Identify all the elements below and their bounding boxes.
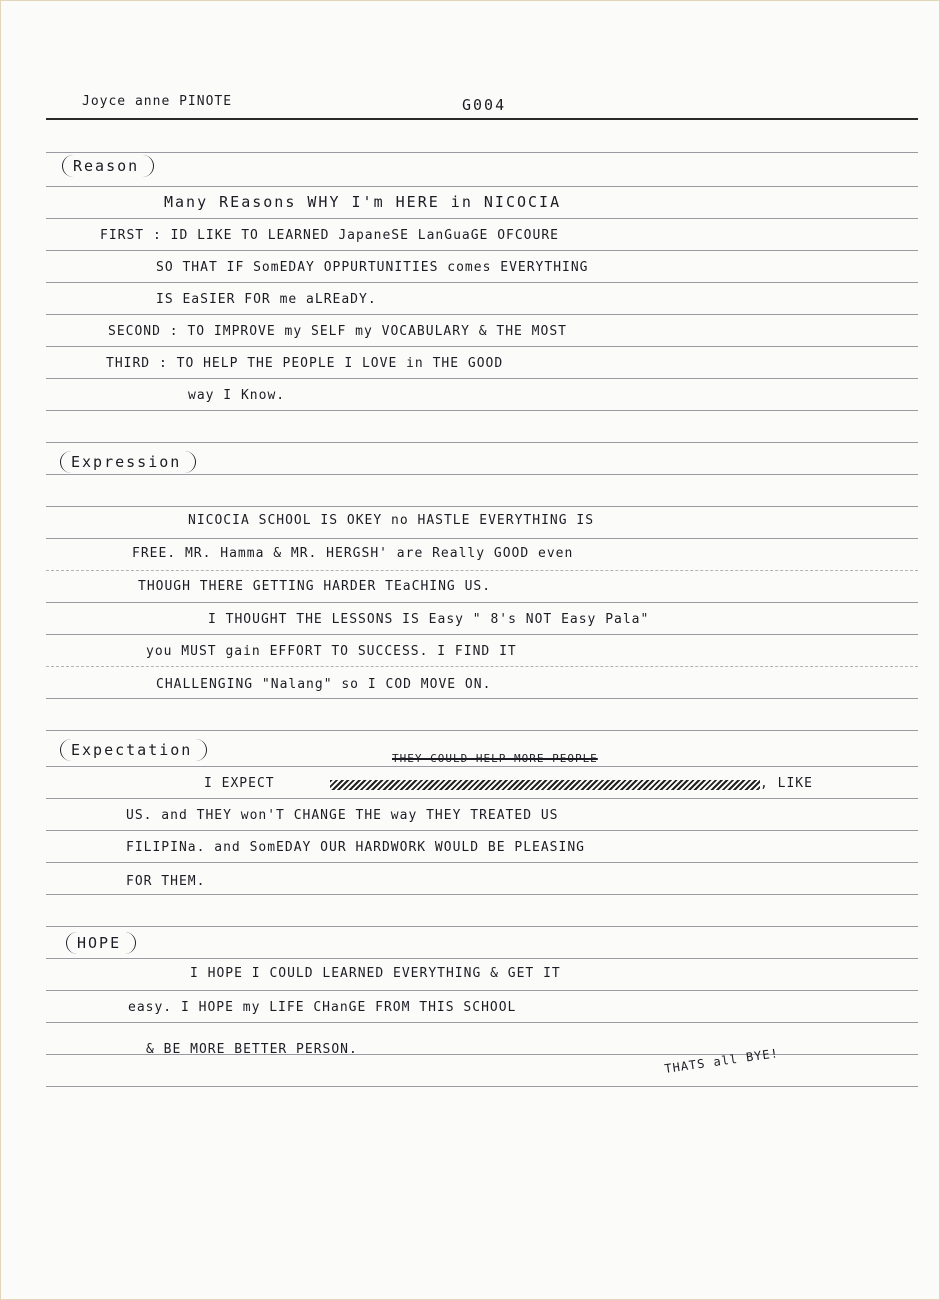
ruled-line (46, 958, 918, 959)
section-heading-expression: Expression (60, 451, 196, 473)
hope-line: easy. I HOPE my LIFE CHanGE FROM THIS SCHOOL (128, 1000, 517, 1015)
ruled-line (46, 894, 918, 895)
ruled-line (46, 186, 918, 187)
ruled-line (46, 1022, 918, 1023)
ruled-line (46, 1086, 918, 1087)
reason-line: way I Know. (188, 388, 286, 403)
ruled-line (46, 506, 918, 507)
section-heading-expectation: Expectation (60, 739, 207, 761)
expression-line: FREE. MR. Hamma & MR. HERGSH' are Really GOOD even (132, 546, 574, 561)
ruled-line (46, 862, 918, 863)
ruled-line (46, 152, 918, 153)
ruled-line (46, 798, 918, 799)
ruled-line (46, 602, 918, 603)
reason-line: SO THAT IF SomEDAY OPPURTUNITIES comes EVERYTHING (156, 260, 589, 275)
ruled-line (46, 926, 918, 927)
reason-line: THIRD : TO HELP THE PEOPLE I LOVE in THE GOOD (106, 356, 504, 371)
ruled-line (46, 346, 918, 347)
ruled-line (46, 218, 918, 219)
document-code: G004 (462, 96, 507, 114)
ruled-line (46, 250, 918, 251)
reason-line: IS EaSIER FOR me aLREaDY. (156, 292, 377, 307)
section-heading-hope: HOPE (66, 932, 136, 954)
reason-line: Many REasons WHY I'm HERE in NICOCIA (164, 193, 562, 211)
ruled-line (46, 634, 918, 635)
ruled-line (46, 538, 918, 539)
expression-line: I THOUGHT THE LESSONS IS Easy " 8's NOT Easy Pala" (208, 612, 650, 627)
ruled-line (46, 474, 918, 475)
ruled-line (46, 666, 918, 667)
header-rule (46, 118, 918, 120)
ruled-line (46, 730, 918, 731)
reason-line: SECOND : TO IMPROVE my SELF my VOCABULARY & THE MOST (108, 324, 567, 339)
ruled-line (46, 990, 918, 991)
ruled-line (46, 314, 918, 315)
expression-line: CHALLENGING "Nalang" so I COD MOVE ON. (156, 677, 492, 692)
ruled-line (46, 282, 918, 283)
ruled-line (46, 570, 918, 571)
expectation-line-start: I EXPECT (204, 776, 275, 791)
expression-line: THOUGH THERE GETTING HARDER TEaCHING US. (138, 579, 492, 594)
ruled-line (46, 442, 918, 443)
expectation-insert: THEY COULD HELP MORE PEOPLE (392, 752, 598, 765)
ruled-line (46, 766, 918, 767)
expectation-line-end: , LIKE (760, 776, 813, 791)
author-name: Joyce anne PINOTE (82, 94, 233, 109)
expectation-line: FILIPINa. and SomEDAY OUR HARDWORK WOULD BE PLEASING (126, 840, 585, 855)
ruled-line (46, 830, 918, 831)
expectation-line: FOR THEM. (126, 874, 206, 889)
section-heading-reason: Reason (62, 155, 154, 177)
expression-line: NICOCIA SCHOOL IS OKEY no HASTLE EVERYTHING IS (188, 513, 595, 528)
hope-line: I HOPE I COULD LEARNED EVERYTHING & GET IT (190, 966, 561, 981)
expectation-line: US. and THEY won'T CHANGE THE way THEY TREATED US (126, 808, 559, 823)
hope-line: & BE MORE BETTER PERSON. (146, 1042, 358, 1057)
expression-line: you MUST gain EFFORT TO SUCCESS. I FIND IT (146, 644, 517, 659)
crossed-out-text (330, 780, 760, 790)
reason-line: FIRST : ID LIKE TO LEARNED JapaneSE LanGuaGE OFCOURE (100, 228, 559, 243)
signoff-note: THATS all BYE! (663, 1046, 780, 1076)
ruled-line (46, 698, 918, 699)
ruled-line (46, 378, 918, 379)
ruled-line (46, 410, 918, 411)
